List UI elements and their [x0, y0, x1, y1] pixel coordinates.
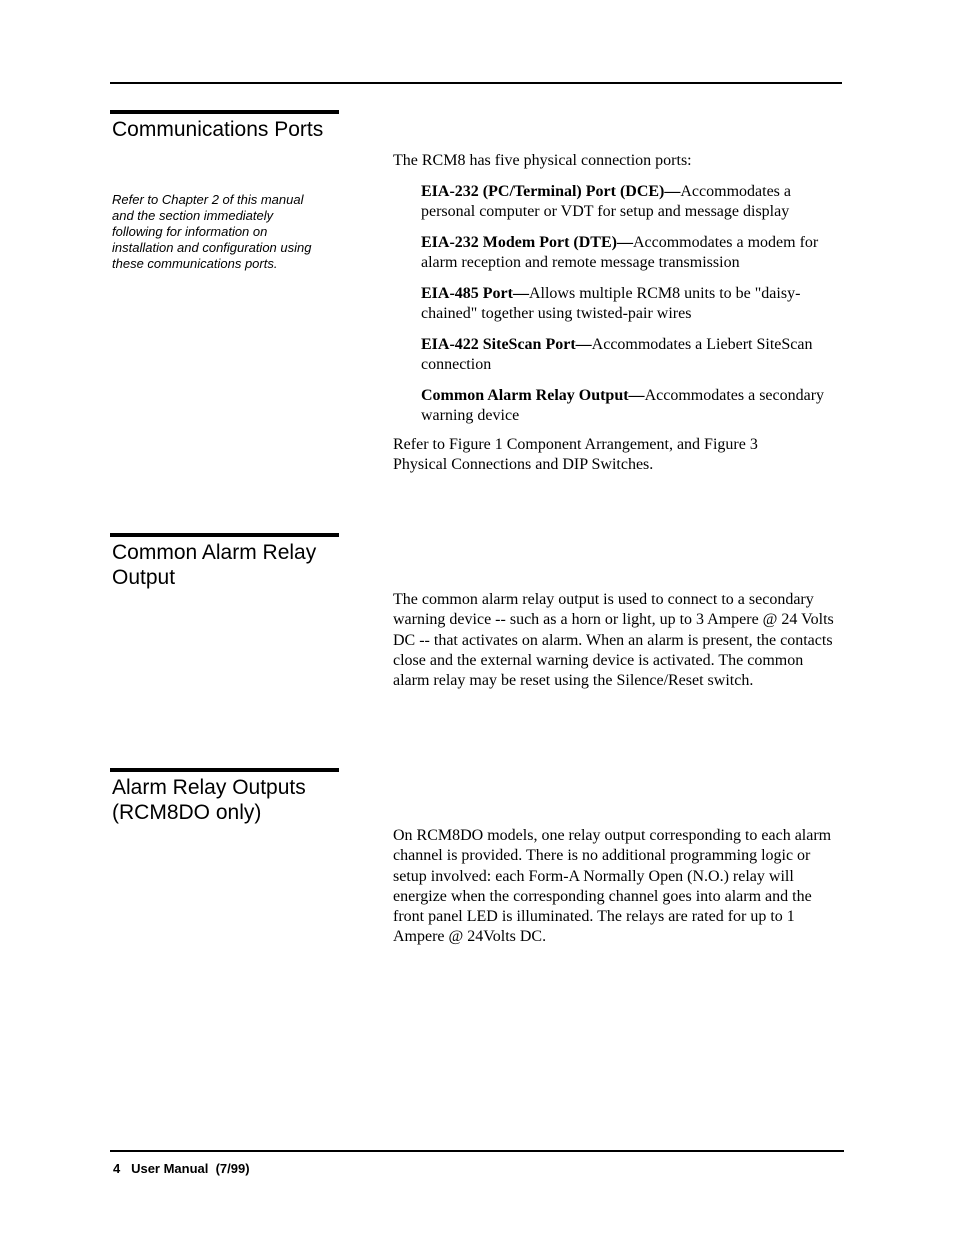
- port-name: EIA-232 (PC/Terminal) Port (DCE)—: [421, 183, 681, 200]
- page-number: 4: [113, 1161, 121, 1176]
- section-rule-communications-ports: [110, 110, 339, 114]
- section-title-communications-ports: Communications Ports: [112, 118, 324, 141]
- page-footer: [113, 1161, 250, 1176]
- port-item: [421, 335, 839, 375]
- port-name: EIA-422 SiteScan Port—: [421, 336, 592, 353]
- port-desc: Accommodates a secondary warning device: [421, 387, 825, 424]
- common-alarm-body: The common alarm relay output is used to connect to a secondary warning device -- such as a horn or light, up to 3 Ampere @ 24 Volts DC -- that activates on alarm. When an alarm is present, the contacts close and the external warning device is activated. The common alarm relay may be reset using the Silence/Reset switch.: [393, 591, 834, 690]
- port-desc: Accommodates a Liebert SiteScan connection: [421, 336, 813, 373]
- section-rule-common-alarm: [110, 533, 339, 537]
- header-rule: [110, 82, 842, 84]
- port-desc: Accommodates a modem for alarm reception and remote message transmission: [421, 234, 819, 271]
- port-item: [421, 284, 839, 324]
- port-name: EIA-232 Modem Port (DTE)—: [421, 234, 633, 251]
- port-desc: Allows multiple RCM8 units to be "daisy-chained" together using twisted-pair wires: [421, 285, 801, 322]
- section-title-common-alarm: Common Alarm Relay Output: [112, 541, 317, 589]
- footer-text: User Manual (7/99): [131, 1161, 250, 1176]
- port-item: [421, 233, 839, 273]
- alarm-relays-body: On RCM8DO models, one relay output corresponding to each alarm channel is provided. There is no additional programming logic or setup involved: each Form-A Normally Open (N.O.) relay will energize when the corresponding channel goes into alarm and the front panel LED is illuminated. The relays are rated for up to 1 Ampere @ 24Volts DC.: [393, 827, 832, 946]
- footer-rule: [110, 1150, 844, 1152]
- port-name: EIA-485 Port—: [421, 285, 529, 302]
- ports-outro: Refer to Figure 1 Component Arrangement, and Figure 3 Physical Connections and DIP Switches.: [393, 436, 758, 474]
- section-title-alarm-relays: Alarm Relay Outputs (RCM8DO only): [112, 776, 306, 824]
- side-note: Refer to Chapter 2 of this manual and the section immediately following for information on installation and configuration using these communications ports.: [112, 192, 312, 271]
- port-name: Common Alarm Relay Output—: [421, 387, 645, 404]
- port-item: [421, 182, 839, 222]
- port-desc: Accommodates a personal computer or VDT for setup and message display: [421, 183, 791, 220]
- ports-intro: The RCM8 has five physical connection ports:: [393, 152, 692, 169]
- port-item: [421, 386, 839, 426]
- section-rule-alarm-relays: [110, 768, 339, 772]
